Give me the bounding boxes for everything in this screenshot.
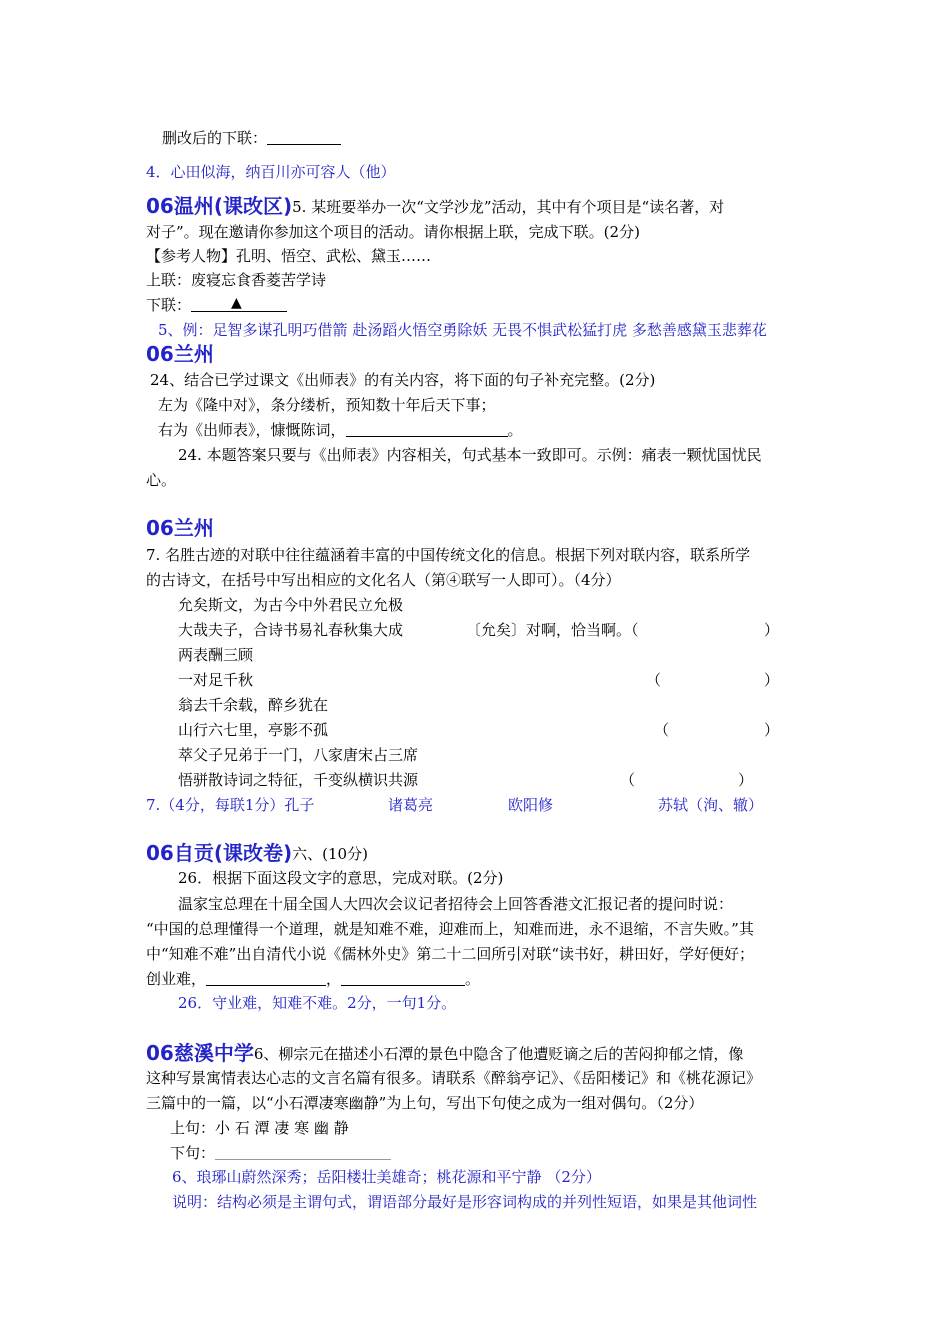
couplet-4-upper: 萃父子兄弟于一门，八家唐宋占三席 (178, 746, 419, 764)
passage-text: 温家宝总理在十届全国人大四次会议记者招待会上回答香港文汇报记者的提问时说： (178, 895, 734, 913)
answer-line-7: 7.（4分，每联1分）孔子 (146, 796, 315, 814)
section-wenzhou-question-line-1 (146, 196, 724, 217)
answer-item: 诸葛亮 (388, 796, 434, 814)
explanation-line: 说明：结构必须是主谓句式，谓语部分最好是形容词构成的并列性短语，如果是其他词性 (172, 1193, 758, 1211)
triangle-marker-icon: ▲ (231, 295, 242, 311)
bracket-open: （ (620, 771, 636, 789)
section-lanzhou-header-line-2 (146, 518, 214, 539)
question-text: 这种写景寓情表达心志的文言名篇有很多。请联系《醉翁亭记》、《岳阳楼记》和《桃花源记》 (146, 1069, 762, 1087)
punctuation: 。 (507, 421, 523, 439)
question-text: 7. 名胜古迹的对联中往往蕴涵着丰富的中国传统文化的信息。根据下列对联内容，联系所学 (146, 546, 751, 564)
question-text: 的古诗文，在括号中写出相应的文化名人（第④联写一人即可）。（4分） (146, 571, 621, 589)
answer-blank (267, 130, 341, 145)
answer-line-6: 6、琅琊山蔚然深秀；岳阳楼壮美雄奇；桃花源和平宁静 （2分） (172, 1168, 601, 1186)
answer-item: 欧阳修 (508, 796, 554, 814)
question-text: 对子”。现在邀请你参加这个项目的活动。请你根据上联，完成下联。(2分) (146, 223, 640, 241)
lower-sentence-label: 下句： (170, 1144, 216, 1162)
couplet-3-upper: 翁去千余载，醉乡犹在 (178, 696, 329, 714)
couplet-1-lower: 大哉夫子，合诗书易礼春秋集大成 (178, 621, 404, 639)
answer-blank (341, 971, 465, 986)
passage-text: 创业难， (146, 970, 207, 988)
couplet-2-lower: 一对足千秋 (178, 671, 254, 689)
question-text: 26．根据下面这段文字的意思，完成对联。(2分) (178, 869, 504, 887)
bracket-close: ） (738, 771, 754, 789)
upper-sentence: 上句：小 石 潭 凄 寒 幽 静 (170, 1119, 349, 1137)
bracket-open: （ (654, 721, 670, 739)
deleted-couplet-label: 删改后的下联： (162, 129, 268, 147)
passage-text: 中“知难不难”出自清代小说《儒林外史》第二十二回所引对联“读书好，耕田好，学好便好； (146, 945, 755, 963)
section-heading-lanzhou-1: 06兰州 (146, 342, 214, 366)
upper-couplet: 上联：废寝忘食香菱苦学诗 (146, 271, 327, 289)
answer-line-24-cont: 心。 (146, 471, 177, 489)
section-zigong-header-line (146, 843, 368, 864)
bracket-close: ） (764, 671, 780, 689)
punctuation: 。 (465, 970, 481, 988)
couplet-fill-line (146, 969, 480, 989)
lower-couplet-line (146, 295, 287, 315)
answer-blank (215, 1145, 391, 1160)
section-heading-zigong: 06自贡(课改卷) (146, 841, 293, 865)
answer-blank (206, 971, 326, 986)
answer-item: 苏轼（洵、辙） (658, 796, 764, 814)
answer-line-26: 26．守业难，知难不难。2分，一句1分。 (178, 994, 457, 1012)
answer-blank (191, 297, 287, 312)
lower-sentence-line (170, 1143, 391, 1163)
bracket-close: ） (764, 621, 780, 639)
question-text: 三篇中的一篇，以“小石潭凄寒幽静”为上句，写出下句使之成为一组对偶句。（2分） (146, 1094, 704, 1112)
section-heading-wenzhou: 06温州(课改区) (146, 194, 293, 218)
answer-blank (346, 422, 508, 437)
answer-line-5: 5、例：足智多谋孔明巧借箭 赴汤蹈火悟空勇除妖 无畏不惧武松猛打虎 多愁善感黛玉悲葬花 (158, 321, 767, 339)
punctuation: ， (326, 970, 342, 988)
deleted-couplet-line (162, 128, 341, 148)
section-heading-lanzhou-2: 06兰州 (146, 516, 214, 540)
couplet-right: 右为《出师表》，慷慨陈词， (158, 421, 346, 439)
question-text: 6、柳宗元在描述小石潭的景色中隐含了他遭贬谪之后的苦闷抑郁之情，像 (253, 1045, 744, 1063)
couplet-3-lower: 山行六七里，亭影不孤 (178, 721, 329, 739)
answer-line-24: 24. 本题答案只要与《出师表》内容相关，句式基本一致即可。示例：痛表一颗忧国忧民 (178, 446, 762, 464)
couplet-right-line (158, 420, 523, 440)
passage-text: “中国的总理懂得一个道理，就是知难不难，迎难而上，知难而进，永不退缩，不言失败。”其 (146, 920, 754, 938)
bracket-close: ） (764, 721, 780, 739)
section-cixi-question-line-1 (146, 1043, 743, 1064)
couplet-4-lower: 悟骈散诗词之特征，千变纵横识共源 (178, 771, 419, 789)
couplet-1-note: 〔允矣〕对啊，恰当啊。（ (466, 621, 639, 639)
section-lanzhou-header-line (146, 344, 214, 365)
couplet-2-upper: 两表酬三顾 (178, 646, 254, 664)
section-subheading: 六、(10分) (292, 845, 368, 863)
section-heading-cixi: 06慈溪中学 (146, 1041, 254, 1065)
couplet-1-upper: 允矣斯文，为古今中外君民立允极 (178, 596, 404, 614)
reference-characters: 【参考人物】孔明、悟空、武松、黛玉…… (146, 247, 432, 265)
question-text: 5. 某班要举办一次“文学沙龙”活动，其中有个项目是“读名著，对 (292, 198, 725, 216)
lower-couplet-label: 下联： (146, 296, 192, 314)
question-text: 24、结合已学过课文《出师表》的有关内容，将下面的句子补充完整。(2分) (150, 371, 656, 389)
bracket-open: （ (646, 671, 662, 689)
couplet-left: 左为《隆中对》，条分缕析，预知数十年后天下事； (158, 396, 496, 414)
answer-line-4: 4．心田似海，纳百川亦可容人（他） (146, 163, 396, 181)
